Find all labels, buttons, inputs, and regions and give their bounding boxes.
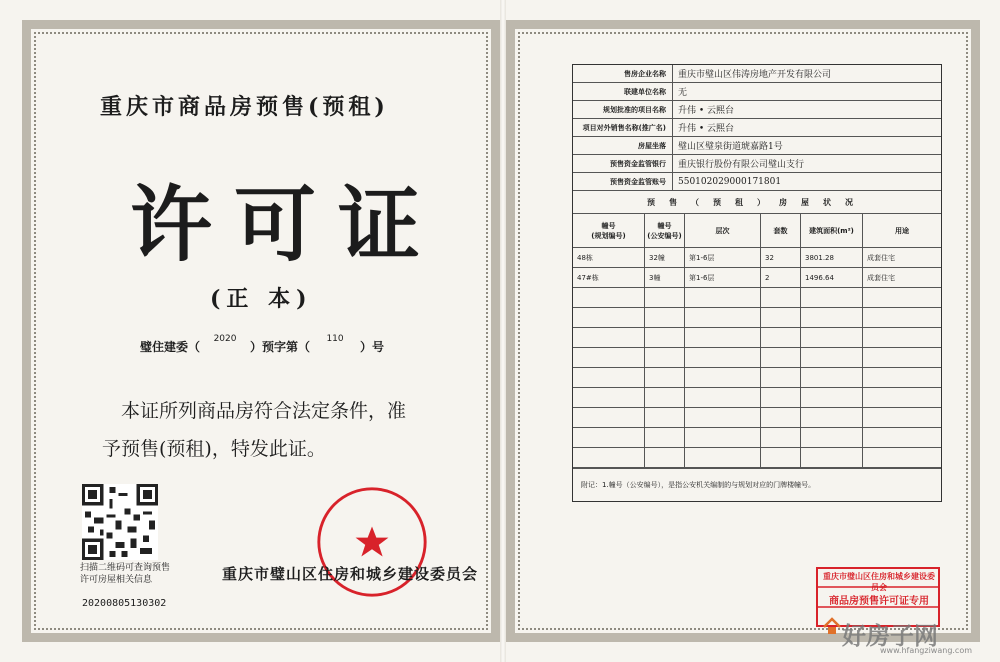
empty-cell xyxy=(801,428,863,448)
permit-details-table xyxy=(572,64,942,502)
issuing-authority: 重庆市璧山区住房和城乡建设委员会 xyxy=(222,565,479,583)
certificate-title: 许可证 xyxy=(130,177,443,273)
column-header: 套数 xyxy=(761,214,801,248)
empty-cell xyxy=(801,348,863,368)
empty-cell xyxy=(573,388,645,408)
table-cell: 32幢 xyxy=(645,248,685,268)
empty-cell xyxy=(573,328,645,348)
field-label: 项目对外销售名称(推广名) xyxy=(573,119,673,136)
table-cell: 32 xyxy=(761,248,801,268)
empty-cell xyxy=(573,408,645,428)
empty-cell xyxy=(863,328,941,348)
table-cell: 2 xyxy=(761,268,801,288)
empty-cell xyxy=(761,328,801,348)
empty-cell xyxy=(645,368,685,388)
table-cell: 成套住宅 xyxy=(863,248,941,268)
empty-cell xyxy=(761,448,801,468)
empty-cell xyxy=(863,448,941,468)
field-value: 无 xyxy=(678,88,688,98)
permit-year: 2020 xyxy=(213,334,237,344)
table-cell: 48栋 xyxy=(573,248,645,268)
qr-caption: 扫描二维码可查询预售许可房屋相关信息 xyxy=(80,563,171,585)
empty-cell xyxy=(573,288,645,308)
field-row xyxy=(573,101,941,119)
empty-cell xyxy=(573,348,645,368)
copy-type: (正 本) xyxy=(210,286,313,312)
empty-cell xyxy=(685,388,761,408)
empty-cell xyxy=(685,308,761,328)
empty-cell xyxy=(685,408,761,428)
watermark-url: www.hfangziwang.com xyxy=(880,646,973,655)
table-cell: 第1-6层 xyxy=(685,268,761,288)
empty-cell xyxy=(761,428,801,448)
empty-cell xyxy=(761,368,801,388)
field-row xyxy=(573,155,941,173)
statement-line-1: 本证所列商品房符合法定条件，准 xyxy=(121,400,407,422)
certificate-statement xyxy=(102,392,472,468)
empty-cell xyxy=(863,368,941,388)
empty-cell xyxy=(645,348,685,368)
empty-cell xyxy=(645,408,685,428)
field-value: 重庆市璧山区伟涛房地产开发有限公司 xyxy=(678,70,832,80)
housing-table xyxy=(573,214,941,468)
table-cell: 1496.64 xyxy=(801,268,863,288)
empty-cell xyxy=(801,308,863,328)
empty-cell xyxy=(573,448,645,468)
empty-cell xyxy=(801,368,863,388)
number-mid: ）预字第（ xyxy=(250,340,311,354)
empty-cell xyxy=(801,448,863,468)
empty-cell xyxy=(863,308,941,328)
empty-cell xyxy=(801,288,863,308)
empty-cell xyxy=(761,348,801,368)
permit-number: 110 xyxy=(326,334,344,344)
empty-cell xyxy=(761,408,801,428)
empty-cell xyxy=(685,368,761,388)
field-row xyxy=(573,65,941,83)
empty-cell xyxy=(863,288,941,308)
empty-cell xyxy=(863,348,941,368)
empty-cell xyxy=(761,288,801,308)
field-row xyxy=(573,119,941,137)
number-suffix: ）号 xyxy=(360,340,385,354)
empty-cell xyxy=(761,388,801,408)
permit-number-line xyxy=(140,334,385,355)
empty-cell xyxy=(863,428,941,448)
empty-cell xyxy=(645,448,685,468)
statement-line-2: 予预售(预租)，特发此证。 xyxy=(102,438,326,460)
field-row xyxy=(573,173,941,191)
table-note: 附记：1.幢号（公安编号），是指公安机关编制的与规划对应的门牌楼幢号。 xyxy=(573,468,941,501)
empty-cell xyxy=(685,348,761,368)
empty-cell xyxy=(863,408,941,428)
field-value: 升伟 • 云熙台 xyxy=(678,124,735,134)
field-row xyxy=(573,137,941,155)
empty-cell xyxy=(645,428,685,448)
empty-cell xyxy=(685,288,761,308)
field-label: 预售资金监管账号 xyxy=(573,173,673,190)
empty-cell xyxy=(645,288,685,308)
column-header: 幢号 (规划编号) xyxy=(573,214,645,248)
empty-cell xyxy=(801,388,863,408)
serial-number: 20200805130302 xyxy=(82,598,167,609)
field-value: 升伟 • 云熙台 xyxy=(678,106,735,116)
section-title: 预售（预租）房屋状况 xyxy=(573,191,941,214)
table-cell: 3801.28 xyxy=(801,248,863,268)
house-logo-icon xyxy=(822,616,842,636)
stamp-line-1: 重庆市璧山区住房和城乡建设委员会 xyxy=(823,572,935,592)
empty-cell xyxy=(573,308,645,328)
number-prefix: 璧住建委（ xyxy=(140,340,201,354)
field-value: 550102029000171801 xyxy=(678,176,782,187)
field-value: 璧山区璧泉街道琥嘉路1号 xyxy=(678,142,783,152)
field-label: 规划批准的项目名称 xyxy=(573,101,673,118)
column-header: 幢号 (公安编号) xyxy=(645,214,685,248)
table-cell: 47#栋 xyxy=(573,268,645,288)
empty-cell xyxy=(801,408,863,428)
empty-cell xyxy=(645,328,685,348)
field-label: 房屋坐落 xyxy=(573,137,673,154)
empty-cell xyxy=(573,368,645,388)
empty-cell xyxy=(685,428,761,448)
permit-fields xyxy=(573,65,941,191)
qr-code-icon[interactable] xyxy=(82,484,158,560)
field-label: 预售资金监管银行 xyxy=(573,155,673,172)
empty-cell xyxy=(685,448,761,468)
stamp-line-2: 商品房预售许可证专用 xyxy=(829,596,929,607)
field-value: 重庆银行股份有限公司璧山支行 xyxy=(678,160,805,170)
table-cell: 成套住宅 xyxy=(863,268,941,288)
field-row xyxy=(573,83,941,101)
table-cell: 3幢 xyxy=(645,268,685,288)
certificate-header: 重庆市商品房预售(预租) xyxy=(100,94,389,120)
table-cell: 第1-6层 xyxy=(685,248,761,268)
field-label: 联建单位名称 xyxy=(573,83,673,100)
empty-cell xyxy=(685,328,761,348)
empty-cell xyxy=(573,428,645,448)
page-fold xyxy=(500,0,506,662)
column-header: 建筑面积(m²) xyxy=(801,214,863,248)
empty-cell xyxy=(645,388,685,408)
empty-cell xyxy=(863,388,941,408)
empty-cell xyxy=(761,308,801,328)
empty-cell xyxy=(801,328,863,348)
column-header: 用途 xyxy=(863,214,941,248)
watermark-logo: 好房子网 xyxy=(842,621,938,650)
field-label: 售房企业名称 xyxy=(573,65,673,82)
empty-cell xyxy=(645,308,685,328)
column-header: 层次 xyxy=(685,214,761,248)
